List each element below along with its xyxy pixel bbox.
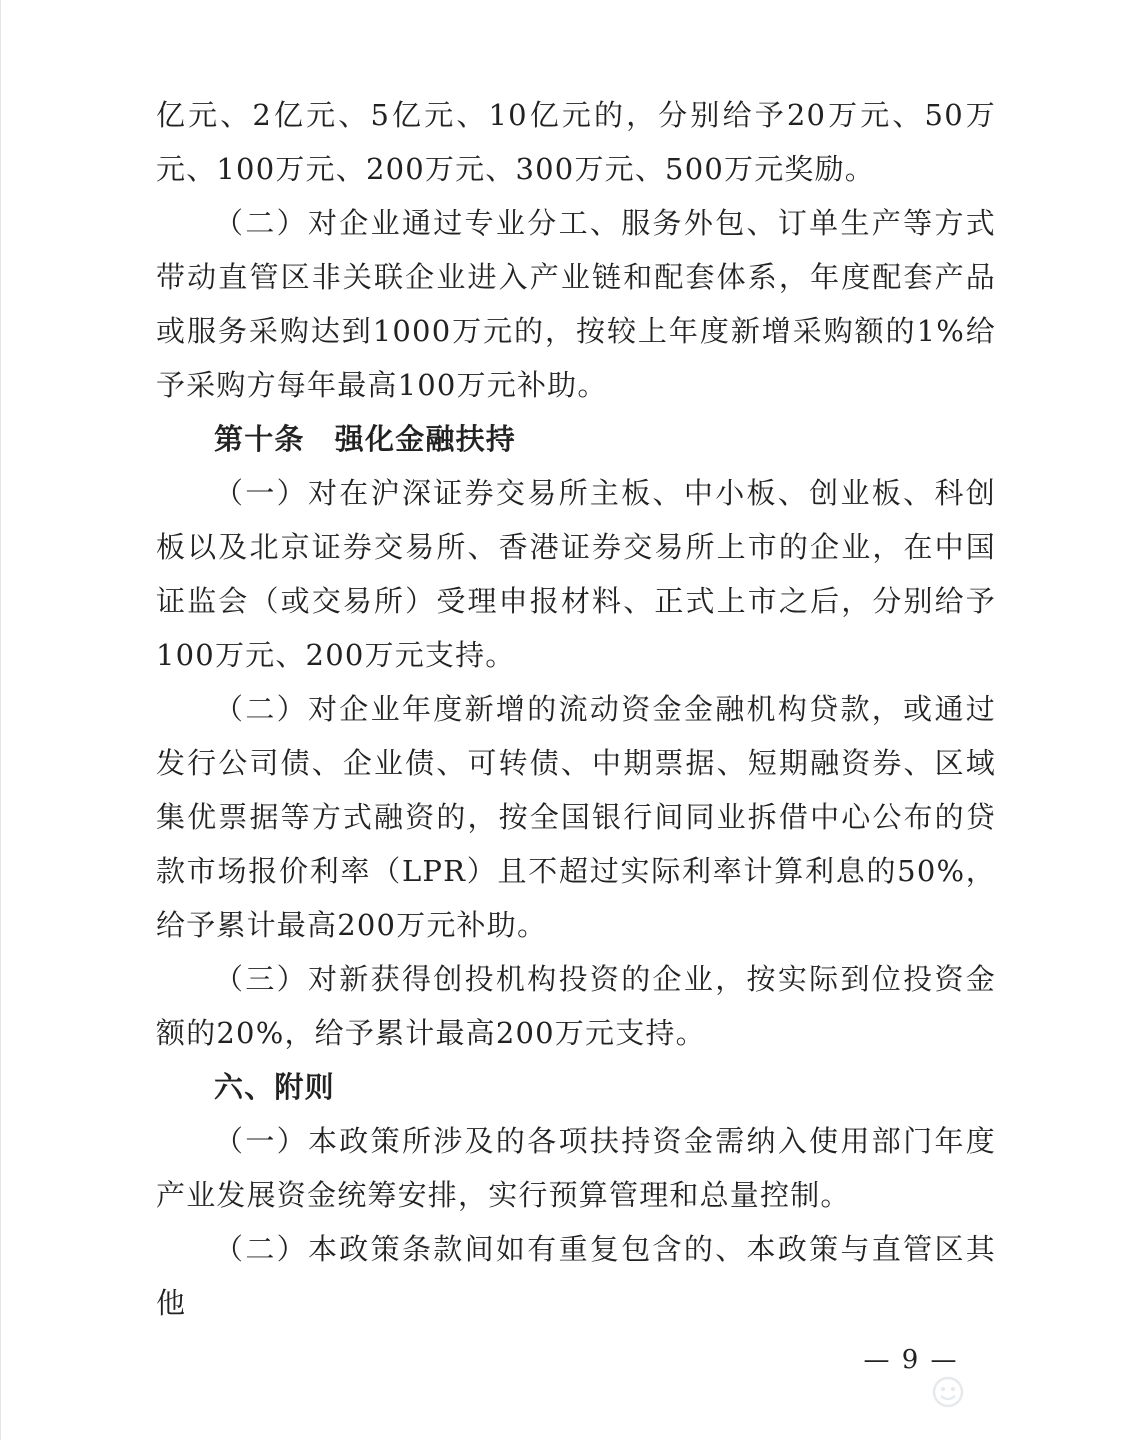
paragraph: （一）对在沪深证券交易所主板、中小板、创业板、科创板以及北京证券交易所、香港证券交易所上市的企业，在中国证监会（或交易所）受理申报材料、正式上市之后，分别给予100万元、200万元支持。 xyxy=(156,476,996,672)
watermark xyxy=(931,1372,1101,1412)
watermark-logo-icon xyxy=(931,1375,965,1409)
section-heading: 六、附则 xyxy=(214,1070,335,1104)
section-heading: 第十条 强化金融扶持 xyxy=(214,422,517,456)
paragraph: （一）本政策所涉及的各项扶持资金需纳入使用部门年度产业发展资金统筹安排，实行预算管理和总量控制。 xyxy=(156,1124,996,1212)
paragraph: 亿元、2亿元、5亿元、10亿元的，分别给予20万元、50万元、100万元、200万元、300万元、500万元奖励。 xyxy=(156,98,996,186)
paragraph: （二）对企业通过专业分工、服务外包、订单生产等方式带动直管区非关联企业进入产业链和配套体系，年度配套产品或服务采购达到1000万元的，按较上年度新增采购额的1%给予采购方每年最高100万元补助。 xyxy=(156,206,996,402)
document-body xyxy=(156,88,996,1330)
paragraph: （三）对新获得创投机构投资的企业，按实际到位投资金额的20%，给予累计最高200万元支持。 xyxy=(156,962,996,1050)
paragraph: （二）对企业年度新增的流动资金金融机构贷款，或通过发行公司债、企业债、可转债、中期票据、短期融资券、区域集优票据等方式融资的，按全国银行间同业拆借中心公布的贷款市场报价利率（LPR）且不超过实际利率计算利息的50%，给予累计最高200万元补助。 xyxy=(156,692,996,942)
page-number: — 9 — xyxy=(863,1345,959,1375)
paragraph: （二）本政策条款间如有重复包含的、本政策与直管区其他 xyxy=(156,1232,996,1320)
